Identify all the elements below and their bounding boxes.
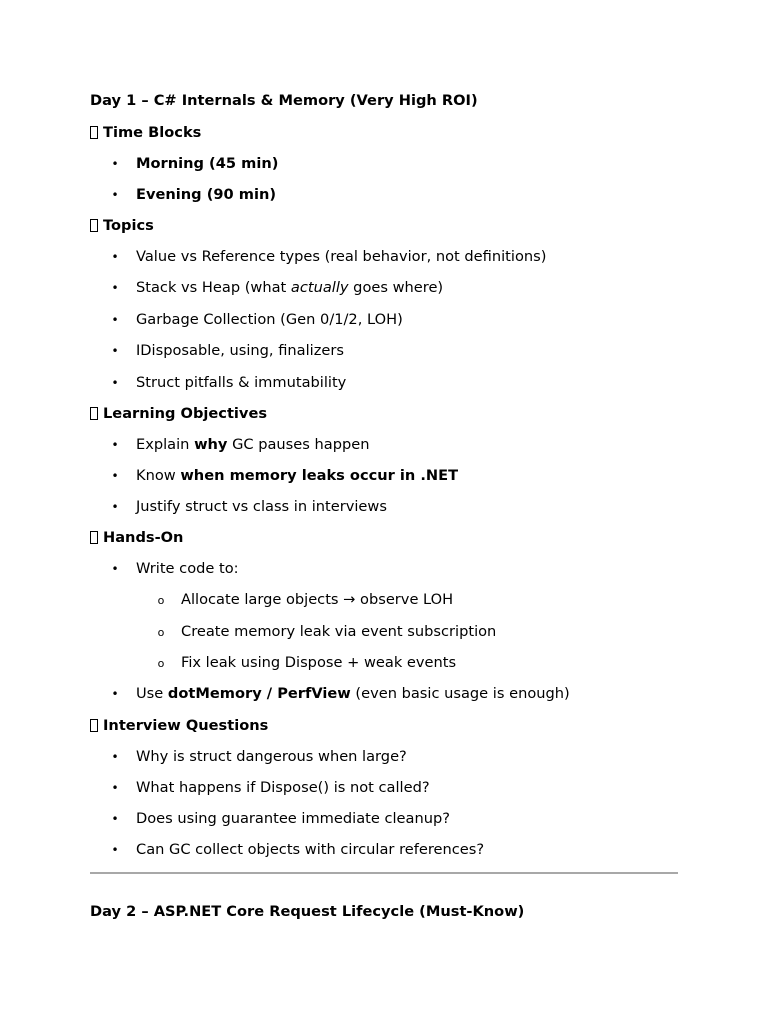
missing-glyph-icon	[90, 719, 98, 732]
hands-on-sub-item: Allocate large objects → observe LOH	[181, 591, 454, 608]
bullet-icon: •	[111, 281, 119, 295]
interview-question: Why is struct dangerous when large?	[136, 748, 407, 765]
interview-question: Can GC collect objects with circular references?	[136, 841, 485, 858]
bullet-icon: •	[111, 812, 119, 826]
bullet-icon: •	[111, 750, 119, 764]
sub-bullet-icon: o	[157, 657, 165, 670]
section-heading-hands-on	[90, 529, 183, 547]
bullet-icon: •	[111, 562, 119, 576]
hands-on-sub-item: Fix leak using Dispose + weak events	[181, 654, 457, 671]
tools-text: (even basic usage is enough)	[350, 685, 570, 702]
objective-text: Explain	[136, 436, 195, 453]
missing-glyph-icon	[90, 219, 98, 232]
bullet-icon: •	[111, 843, 119, 857]
bullet-icon: •	[111, 781, 119, 795]
day1-title: Day 1 – C# Internals & Memory (Very High ROI)	[90, 92, 478, 109]
section-heading-interview-questions	[90, 717, 268, 735]
objective-strong: why	[194, 436, 228, 453]
bullet-icon: •	[111, 376, 119, 390]
topic-emphasis: actually	[290, 279, 349, 296]
section-heading-time-blocks	[90, 124, 201, 142]
objective-text: Know	[136, 467, 181, 484]
bullet-icon: •	[111, 344, 119, 358]
objective-item	[136, 467, 458, 485]
bullet-icon: •	[111, 157, 119, 171]
time-blocks-heading-text: Time Blocks	[103, 124, 202, 141]
missing-glyph-icon	[90, 407, 98, 420]
interview-question: What happens if Dispose() is not called?	[136, 779, 430, 796]
bullet-icon: •	[111, 438, 119, 452]
bullet-icon: •	[111, 500, 119, 514]
hands-on-write-code: Write code to:	[136, 560, 239, 577]
topic-item: Value vs Reference types (real behavior, not definitions)	[136, 248, 547, 265]
interview-questions-heading-text: Interview Questions	[103, 717, 269, 734]
tools-text: Use	[136, 685, 168, 702]
bullet-icon: •	[111, 250, 119, 264]
hands-on-sub-item: Create memory leak via event subscription	[181, 623, 497, 640]
sub-bullet-icon: o	[157, 626, 165, 639]
objective-text: GC pauses happen	[227, 436, 370, 453]
time-block-evening: Evening (90 min)	[136, 186, 277, 203]
section-heading-learning-objectives	[90, 405, 267, 423]
bullet-icon: •	[111, 313, 119, 327]
bullet-icon: •	[111, 469, 119, 483]
objective-item	[136, 436, 369, 454]
hands-on-heading-text: Hands-On	[103, 529, 184, 546]
objective-strong: when memory leaks occur in .NET	[180, 467, 459, 484]
horizontal-divider	[90, 872, 678, 874]
sub-bullet-icon: o	[157, 594, 165, 607]
topic-text: Stack vs Heap (what	[136, 279, 291, 296]
time-block-morning: Morning (45 min)	[136, 155, 279, 172]
tools-strong: dotMemory / PerfView	[167, 685, 351, 702]
day2-title: Day 2 – ASP.NET Core Request Lifecycle (Must-Know)	[90, 903, 525, 920]
topics-heading-text: Topics	[103, 217, 154, 234]
topic-item: Struct pitfalls & immutability	[136, 374, 347, 391]
topic-item	[136, 279, 443, 297]
missing-glyph-icon	[90, 531, 98, 544]
missing-glyph-icon	[90, 126, 98, 139]
bullet-icon: •	[111, 687, 119, 701]
bullet-icon: •	[111, 188, 119, 202]
section-heading-topics	[90, 217, 154, 235]
topic-text: goes where)	[348, 279, 444, 296]
objective-item: Justify struct vs class in interviews	[136, 498, 387, 515]
topic-item: IDisposable, using, finalizers	[136, 342, 344, 359]
interview-question: Does using guarantee immediate cleanup?	[136, 810, 450, 827]
learning-objectives-heading-text: Learning Objectives	[103, 405, 268, 422]
hands-on-tools	[136, 685, 570, 703]
topic-item: Garbage Collection (Gen 0/1/2, LOH)	[136, 311, 403, 328]
